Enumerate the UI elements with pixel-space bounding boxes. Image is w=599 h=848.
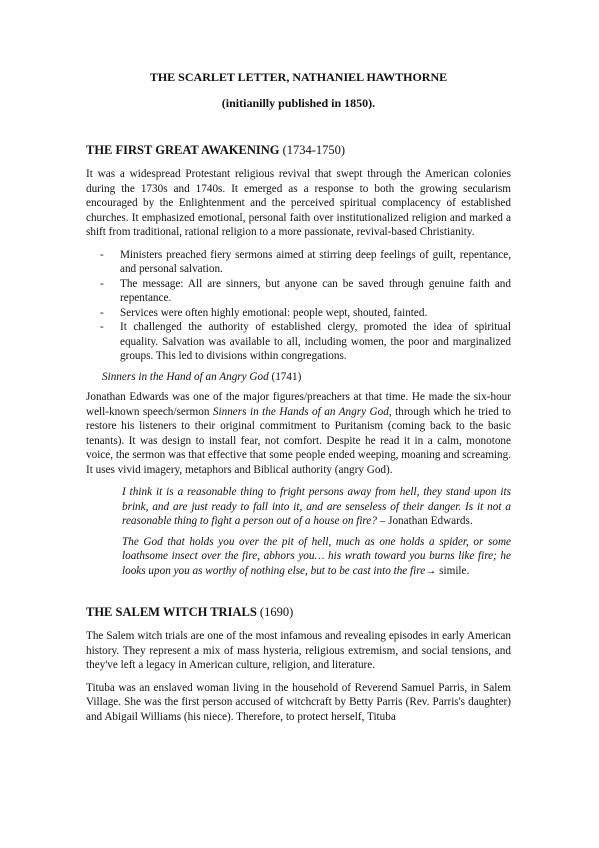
sermon-year: (1741) — [268, 370, 302, 383]
document-title: THE SCARLET LETTER, NATHANIEL HAWTHORNE — [149, 70, 448, 84]
quote1-text: I think it is a reasonable thing to fright persons away from hell, they stand upon its brink, and are just ready to fall into it, and are senseless of their danger. Is it not a reasonable thing to fight a person out of a house on fire? — [122, 486, 511, 527]
section-heading-dates: (1734-1750) — [279, 143, 346, 157]
bullet-text: The message: All are sinners, but anyone can be saved through genuine faith and repentance. — [120, 277, 511, 304]
sermon-subheading — [102, 370, 511, 385]
bullet-dash: - — [100, 306, 104, 319]
quote-fright-persons — [122, 485, 511, 529]
bullet-text: It challenged the authority of established clergy, promoted the idea of spiritual equality. Salvation was available to all, including women, the poor and marginalized groups. This led to divisions within congregations. — [120, 321, 511, 362]
bullet-item — [100, 320, 511, 364]
quote2-text: The God that holds you over the pit of hell, much as one holds a spider, or some loathsome insect over the fire, abhors you… his wrath toward you burns like fire; he looks upon you as worthy of nothing else, but to be cast into the fire — [122, 535, 511, 577]
bullet-item — [100, 248, 511, 277]
salem-paragraph-2: Tituba was an enslaved woman living in the household of Reverend Samuel Parris, in Salem Village. She was the first person accused of witchcraft by Betty Parris (Rev. Parris's daughter) and Abigail Williams (his niece). Therefore, to protect herself, Tituba — [86, 681, 511, 723]
bullet-item — [100, 306, 511, 321]
quote2-simile-note: → simile. — [425, 564, 470, 577]
bullet-dash: - — [100, 277, 104, 290]
sermon-title: Sinners in the Hand of an Angry God — [102, 370, 269, 383]
bullet-text: Services were often highly emotional: people wept, shouted, fainted. — [120, 306, 428, 319]
section-heading-text: THE SALEM WITCH TRIALS — [86, 605, 257, 619]
great-awakening-intro: It was a widespread Protestant religious revival that swept through the American colonies during the 1730s and 1740s. It emerged as a response to both the growing secularism encouraged by the Enlightenment and the perceived spiritual complacency of established churches. It emphasized emotional, personal faith over institutionalized religion and marked a shift from traditional, rational religion to a more passionate, revival-based Christianity. — [86, 168, 511, 238]
section-heading-salem-witch-trials — [86, 604, 511, 621]
edwards-quotes — [122, 485, 511, 578]
bullet-item — [100, 277, 511, 306]
jonathan-edwards-paragraph — [86, 390, 511, 477]
edwards-sermon-title: Sinners in the Hands of an Angry God — [212, 405, 389, 418]
quote-pit-of-hell — [122, 535, 511, 579]
salem-paragraph-1: The Salem witch trials are one of the most infamous and revealing episodes in early American history. They represent a mix of mass hysteria, religious extremism, and social tensions, and they've left a legacy in American culture, religion, and literature. — [86, 630, 511, 671]
section-heading-dates: (1690) — [256, 605, 294, 619]
great-awakening-bullet-list — [100, 248, 511, 364]
bullet-dash: - — [100, 321, 104, 333]
edwards-text-part1: Jonathan Edwards was one of the major figures/preachers at that time. He made the six-hour well-known speech/sermon — [86, 391, 511, 418]
bullet-dash: - — [100, 248, 104, 261]
document-subtitle: (initianilly published in 1850). — [221, 96, 376, 110]
quote1-author: – Jonathan Edwards. — [376, 515, 473, 527]
bullet-text: Ministers preached fiery sermons aimed at stirring deep feelings of guilt, repentance, and personal salvation. — [120, 248, 511, 275]
section-heading-great-awakening — [86, 142, 511, 159]
edwards-text-part2: , through which he tried to restore his listeners to their original commitment to Puritanism (coming back to the basic tenants). It was design to install fear, not comfort. Despite he read it in a calm, monotone voice, the sermon was that effective that some people ended weeping, moaning and screaming. It uses vivid imagery, metaphors and Biblical authority (angry God). — [86, 405, 512, 476]
section-heading-text: THE FIRST GREAT AWAKENING — [86, 143, 280, 157]
